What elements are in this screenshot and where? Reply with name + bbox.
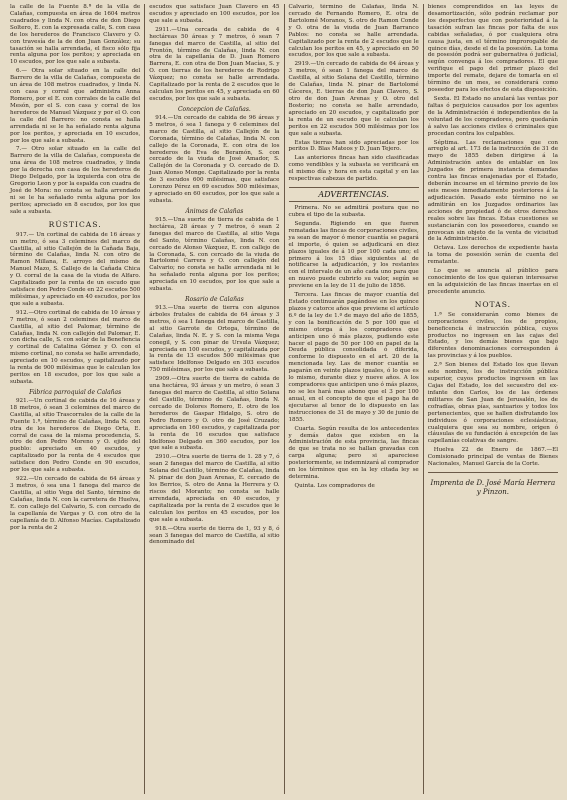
paragraph: Séptima. Las reclamaciones que con arreglo al art. 173 de la instrucción de 31 de mayo de 1855 deben dirigirse á la Administración antes de entablar en los Juzgados de primera instancia demandas contra las fincas enajenadas por el Estado, deberán incoarse en el término previo de los seis meses inmediatamente posteriores á la adjudicación. Pasado este término no se admitirán en los Juzgados ordinarios las acciones de propiedad ó de otros derechos reales sobre las fincas. Estas cuestiones se sustanciarán con los poseedores, cuando se provocan sin objeto de la venta de vicisitud de la Administración. xyxy=(427,139,558,243)
paragraph: Lo que se anuncia al público para conocimiento de los que quieran interesarse en la adquisición de las fincas insertas en el precedente anuncio. xyxy=(427,268,558,295)
column-4 xyxy=(424,4,562,794)
section-heading-rusticas: RÚSTICAS. xyxy=(48,219,102,229)
paragraph: 2919.—Un cercado de cabida de 64 áreas y 3 metros, ó sean 1 fanega del marco de Castilla, al sitio Solana del Castillo, término de Calañas, linda N. pinar de Bartolomé Cáceres, E. tierras de don Juan Clavero, S. otro de don Juan Arenas y O. otro del Bosterio; no consta se halle arrendado, apreciado en 20 escudos, y capitalizado por la renta de un escudo que le calculan los peritos en 22 escudos 500 milésimas por los que sale a subasta. xyxy=(288,61,419,137)
paragraph: 2910.—Otra suerte de tierra de 1. 28 y 7, ó sean 2 fanegas del marco de Castilla, al sitio Solana del Castillo, término de Calañas, linda N. pinar de don Juan Arenas, E. cercado de los Berrios, S. otro de Anna la Herrera y O. riscos del Moranto; no consta se halle arrendada, apreciada en 40 escudos, y capitalizada por la renta de 2 escudos que le calculan los peritos en 45 escudos, por los que sale a subasta. xyxy=(149,454,280,523)
paragraph: 6.— Otra solar situado en la calle del Barrero de la villa de Calañas, compuesta de un área de 108 metros cuadrados, y linda N. con casa y corral que administra Anna Romero, por el E. con corrales de la calle del Mesón, por el S. con casa y corral de los herederos de Manuel Vázquez y por el O. con la calle del Barrero: no consta se halla arrendada ni se le ha señalado renta alguna por los peritos, y apreciada en 10 escudos, por los que sale a subasta. xyxy=(10,68,141,144)
section-heading-fabrica: Fábrica parroquial de Calañas xyxy=(29,388,122,396)
paragraph: 2909.—Otra suerte de tierra de cabida de una hectárea, 93 áreas y un metro, ó sean 3 fanegas del marco de Castilla, al sitio Solana del Castillo, término de Calañas, linda N. cercado de Dolores Romero, E. otro de los herederos de Gaspar Hidalgo, S. otro de Pedro Romero y O. otro de José Cruzado; apreciada en 160 escudos, y capitalizada por la renta de 16 escudos que satisface Idelfonso Delgado en 360 escudos, por los que sale a subasta. xyxy=(149,376,280,452)
printer-imprint: Imprenta de D. José María Herrera y Pinzon. xyxy=(430,479,556,497)
paragraph: la calle de la Fuente 8.ª de la villa de Calañas, compuesta en área de 1604 metros cuadrados y linda N. con otra de don Diego Soltero, E. con la expresada calle, S. con casa de los herederos de Francisco Clavero y O. con travesía de la de don Juan González; su tasación se halla arrendada, el fisco sólo fija renta alguna por los peritos; y apreciada en 10 escudos, por los que sale a subasta. xyxy=(10,4,141,66)
column-container xyxy=(6,4,562,794)
paragraph: Quinta. Los compradores de xyxy=(294,483,375,489)
column-1 xyxy=(6,4,145,794)
paragraph: 7.— Otro solar situado en la calle del Barrero de la villa de Calañas, compuesta de una área de 108 metros cuadrados, y linda por la derecha con casa de los herederos de Diego Delgado, por la izquierda con otra de Gregorio Leon y por la espalda con cuadra de José de Mora: no consta se halla arrendado ni se le ha señalado renta alguna por los peritos; apreciado en 8 escudos, por los que sale a subasta. xyxy=(10,146,141,215)
section-heading-animas: Ánimas de Calañas xyxy=(185,207,244,215)
paragraph: Tercera. Las fincas de mayor cuantía del Estado continuarán pagándose en los quince plazos y catorce años que previene el artículo 6.º de la ley de 1.º de mayo del año de 1855, y con la bonificación de 5 por 100 que el mismo otorga á los compradores que anticipen uno ó más plazos, pudiendo este hacer el pago de 50 por 100 en papel de la Deuda pública consolidada ó diferida, conforme lo dispuesto en el art. 20 de la mencionada ley. Las de menor cuantía se pagarán en veinte plazos iguales, ó lo que es lo mismo, durante diez y nueve años. A los compradores que anticipen uno ó más plazos, no se les hará mas abono que el 3 por 100 anual, en el concepto de que el pago ha de ejecutarse al tenor de lo dispuesto en las instrucciones de 31 de mayo y 30 de junio de 1855. xyxy=(288,292,419,423)
section-heading-advertencias: ADVERTENCIAS. xyxy=(289,187,419,202)
paragraph: 922.—Un cercado de cabida de 64 áreas y 3 metros, ó sea una 1 fanega del marco de Castilla, al sitio Vega del Santo, término de Calañas, linda N. con la carretera de Huelva, E. con callejo del Calvario, S. con cercado de la capellanía de Vargas y O. con otro de la capellanía de D. Alfonso Macías. Capitalizado por la renta de 2 xyxy=(10,476,141,531)
column-3 xyxy=(285,4,424,794)
paragraph: Calvario, término de Calañas, linda N. cercado de Fernando Romero, E. otra de Bartolomé Moranos, S. otro de Ramon Conde y O. otra de la viuda de Juan Barranco Pablos: no consta se halle arrendada. Capitalizado por la renta de 2 escudos que le calculan los peritos en 45, y apreciado en 50 escudos, por los que sale a subasta. xyxy=(288,4,419,59)
paragraph: Segunda. Rigiendo en que fueren rematadas las fincas de corporaciones civiles, ya sean de mayor ó menor cuantía se pagará el importe, ó quien se adjudicará en diez plazos iguales de á 10 por 100 cada uno; el primero á los 15 días siguientes al de notificarse la adjudicación, y los restantes con el intervalo de un año cada uno para que en nuevo puede cubrirlo su valor, según se previene en la ley de 11 de julio de 1856. xyxy=(288,220,419,290)
paragraph: 912.—Otro cortinal de cabida de 10 áreas y 7 metros, ó sean 2 celemines del marco de Castilla, al sitio del Palomar, término de Calañas, linda N. con callejón del Palomar, E. con dicha calle, S. con solar de la Benefiencia y cortinal de Catalina Gómez y O. con el mismo cortinal, no consta se halle arrendado, apreciado en 10 escudos, y capitalizado por la renta de 900 milésimas que le calculan los peritos en 18 escudos, por los que sale a subasta. xyxy=(10,309,141,386)
paragraph: 917.— Un cortinal de cabida de 16 áreas y un metro, ó sea 3 celemines del marco de Castilla, al sitio Callejón de la Cañada Baja, término de Calañas, linda N. con otro de Ramon Millana, E. arroyo del mismo de Manuel Mazo, S. Callejo de la Cañada Chica y O. corral de la casa de la viuda de Alfaro. Capitalizado por la renta de un escudo que satisface don Pedro Conde en 22 escudos 500 milésimas, y apreciado en 40 escudos, por los que sale a subasta. xyxy=(10,231,141,307)
paragraph: Huelva 22 de Enero de 1867.—El Comisionado principal de ventas de Bienes Nacionales, Manuel García de la Corte. xyxy=(427,447,558,468)
paragraph: Octava. Los derechos de expediente hasta la toma de posesión serán de cuenta del rematante. xyxy=(427,245,558,266)
paragraph: Las anteriores fincas han sido clasificadas como vendibles y la subasta se verificará en el mismo día y hora en esta capital y en las respectivas cabezas de partido. xyxy=(288,155,419,183)
column-2 xyxy=(145,4,284,794)
divider xyxy=(428,472,558,473)
paragraph: 2.ª Son bienes del Estado los que llevan este nombre, los de instrucción pública superior, cuyos productos ingresen en las Cajas del Estado, los del secuestro del ex-infante don Carlos, los de las órdenes militares de San Juan de Jerusalén, los de cofradías, obras pías, santuarios y todos los pertenecientes, que se hallen disfrutando los individuos ó corporaciones eclesiásticas, cualquiera que sea su nombre, origen ó cláusulas de su fundación á excepción de las capellanías colativas de sangre. xyxy=(427,362,558,445)
paragraph: 1.ª Se considerarán como bienes de corporaciones civiles, los de propios, beneficencia é instrucción pública, cuyos productos no ingresen en las cajas del Estado, y los demás bienes que bajo diferentes denominaciones corresponden á las provincias y á los pueblos. xyxy=(427,311,558,360)
paragraph: Cuarta. Según resulta de los antecedentes y demás datos que existen en la Administración de esta provincia, las fincas de que se trata no se hallan gravadas con carga alguna; pero si apareciese posteriormente, se indemnizará al comprador en los términos que en la ley citada ley se determina. xyxy=(288,425,419,481)
paragraph: 918.—Otra suerte de tierra de 1, 93 y 8, ó sean 3 fanegas del marco de Castilla, al sitio denominado del xyxy=(149,525,280,546)
paragraph: escudos que satisface Juan Clavero en 45 escudos y apreciado en 100 escudos, por los que sale a subasta. xyxy=(149,4,280,24)
section-heading-concepcion: Concepcion de Calañas. xyxy=(177,105,251,113)
paragraph: 921.—Un cortinal de cabida de 16 áreas y 18 metros, ó sean 3 celemines del marco de Castilla, al sitio Trascorrales de la calle de la Fuente 1.ª, término de Calañas, linda N. con otra de los herederos de Diego Orta, E. corral de casa de la misma procedencia, S. otro de don Pedro Moreno y O. ejido del pueblo: apreciado en 40 escudos, y capitalizado por la renta de 4 escudos que satisface don Pedro Conde en 90 escudos, por los que sale a subasta. xyxy=(10,397,141,474)
paragraph: 914.—Un cercado de cabida de 96 áreas y 5 metros, ó sea 1 fanega y 6 celemines del marco de Castilla, al sitio Callejón de la Coronada, término de Calañas, linda N. con callejo de la Coronada, E. con otra de los herederos de Eva de Beramón, S. con cercado de la viuda de José Amador, S. Callejón de la Coronada y O. cercado de D. Juan Alonso Monge. Capitalizado por la renta de 3 escudos 600 milésimas, que satisface Lorenzo Pérez en 69 escudos 500 milésimas, y apreciado en 60 escudos, por los que sale a subasta. xyxy=(149,114,280,204)
paragraph: 915.—Una suerte de tierra de cabida de 1 hectárea, 28 áreas y 7 metros, ó sean 2 fanegas del marco de Castilla, al sitio Vega del Santo, término Calañas, linda N. con cercado de Alonso Vázquez, E. con callejo de la Coronada, S. con cercado de la viuda de Bartolomé Carrera y O. con callejón del Calvario; no consta se halle arrendada ni le ha señalado renta alguna por los peritos; apreciada en 10 escudos, por los que sale a subasta. xyxy=(149,216,280,293)
paragraph: Sexta. El Estado no anulará las ventas por faltas ó perjuicios causados por los agentes de la Administración é independientes de la voluntad de los compradores, pero quedarán á salvo las acciones civiles ó criminales que procedan contra los culpables. xyxy=(427,95,558,137)
paragraph: 913.—Una suerte de tierra con algunos árboles frutales de cabida de 64 áreas y 3 metros, ó sea 1 fanega del marco de Castilla, al sitio Garrote de Ortega, término de Calañas, linda N. E. y S. con la misma Vega conegil, y S. con pinar de Ursula Vázquez; apreciada en 100 escudos, y capitalizada por la renta de 13 escudos 500 milésimas que satisface Idelfonso Delgado en 303 escudos 750 milésimas, por los que sale a subasta. xyxy=(149,305,280,374)
paragraph: bienes comprendidos en las leyes de desamortización, sólo podrán reclamar por los desperfectos que con posterioridad á la tasación sufran las fincas por falta de sus cabidas señaladas, ó por cualquiera otra causa justa, en el término improrogable de quince días, desde el de la posesión. La toma de posesión podrá ser gubernativa ó judicial, según convenga á los compradores. El que verifique el pago del primer plazo del importe del remate, dejare de tomarla en el término de un mes, se considerará como poseedor para los efectos de esta disposición. xyxy=(427,4,558,94)
paragraph: 2911.—Una cercada de cabida de 4 hectáreas 50 áreas y 7 metros, ó sean 7 fanegas del marco de Castilla, al sitio del Frontón, término de Calañas, linda N. con otra de la capellanía de D. Juan Romero Barrera, E. con otra de Don Juan Macías, S. y O. con tierras de los herederos de Rodrigo Vázquez; no consta se halle arrendada. Capitalizado por la renta de 2 escudos que le calculan los peritos en 45, y apreciada en 60 escudos, por los que sale a subasta. xyxy=(149,26,280,102)
section-heading-notas: NOTAS. xyxy=(474,299,512,309)
paragraph: Estas tierras han sido apreciadas por los peritos D. Blas Mateos y D. Juan Tejero. xyxy=(288,139,419,153)
paragraph: Primera. No se admitirá postura que no cubra el tipo de la subasta. xyxy=(288,205,419,218)
section-heading-rosario: Rosario de Calañas xyxy=(185,296,244,304)
